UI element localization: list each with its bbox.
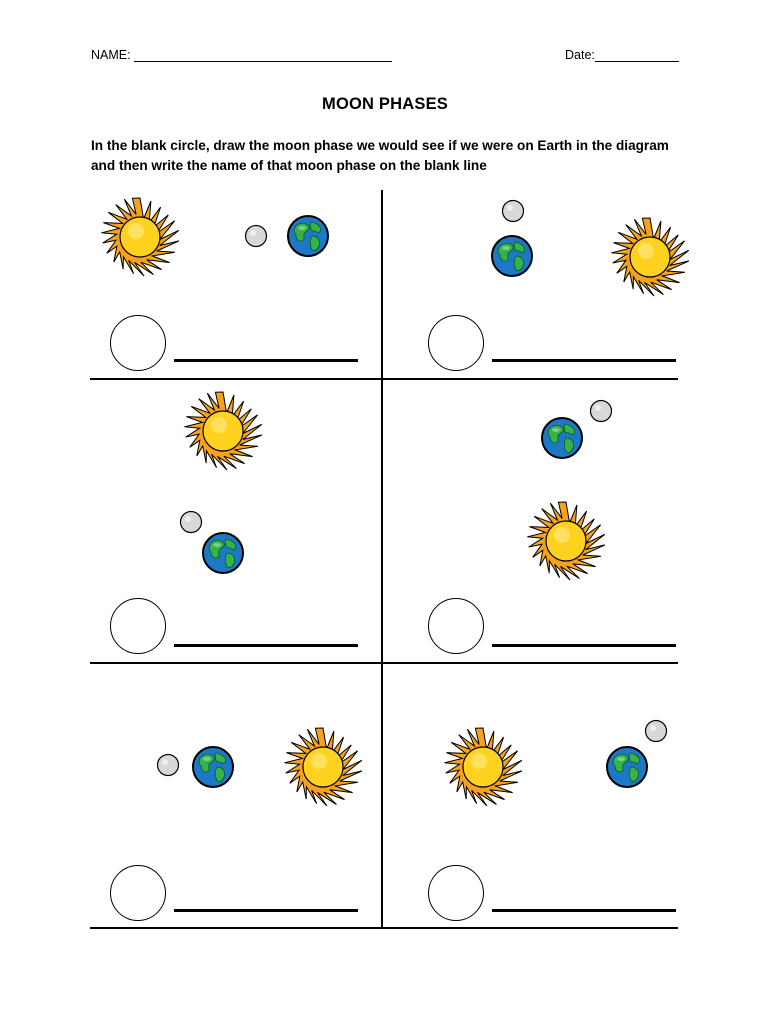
answer-circle[interactable] xyxy=(110,315,166,371)
answer-line[interactable] xyxy=(492,359,676,362)
moon-icon xyxy=(156,753,180,777)
horizontal-divider-3 xyxy=(90,927,678,929)
instructions: In the blank circle, draw the moon phase we would see if we were on Earth in the diagram and then write the name of that moon phase on the blank line xyxy=(91,138,669,173)
answer-circle[interactable] xyxy=(110,598,166,654)
moon-icon xyxy=(501,199,525,223)
answer-line[interactable] xyxy=(174,909,358,912)
sun-icon xyxy=(100,197,180,277)
answer-line[interactable] xyxy=(174,359,358,362)
date-field-line[interactable] xyxy=(595,61,679,62)
earth-icon xyxy=(191,745,235,789)
answer-circle[interactable] xyxy=(110,865,166,921)
earth-icon xyxy=(201,531,245,575)
horizontal-divider-2 xyxy=(90,662,678,664)
earth-icon xyxy=(490,234,534,278)
sun-icon xyxy=(526,501,606,581)
answer-circle[interactable] xyxy=(428,598,484,654)
moon-icon xyxy=(179,510,203,534)
earth-icon xyxy=(286,214,330,258)
answer-line[interactable] xyxy=(492,644,676,647)
name-label: NAME: xyxy=(91,48,131,62)
sun-icon xyxy=(283,727,363,807)
vertical-divider xyxy=(381,190,383,929)
sun-icon xyxy=(610,217,690,297)
earth-icon xyxy=(540,416,584,460)
answer-line[interactable] xyxy=(174,644,358,647)
moon-icon xyxy=(589,399,613,423)
name-field-line[interactable] xyxy=(134,61,392,62)
answer-circle[interactable] xyxy=(428,865,484,921)
sun-icon xyxy=(443,727,523,807)
answer-line[interactable] xyxy=(492,909,676,912)
earth-icon xyxy=(605,745,649,789)
answer-circle[interactable] xyxy=(428,315,484,371)
moon-icon xyxy=(644,719,668,743)
sun-icon xyxy=(183,391,263,471)
horizontal-divider-1 xyxy=(90,378,678,380)
moon-icon xyxy=(244,224,268,248)
date-label: Date: xyxy=(565,48,595,62)
page-title: MOON PHASES xyxy=(322,95,448,113)
